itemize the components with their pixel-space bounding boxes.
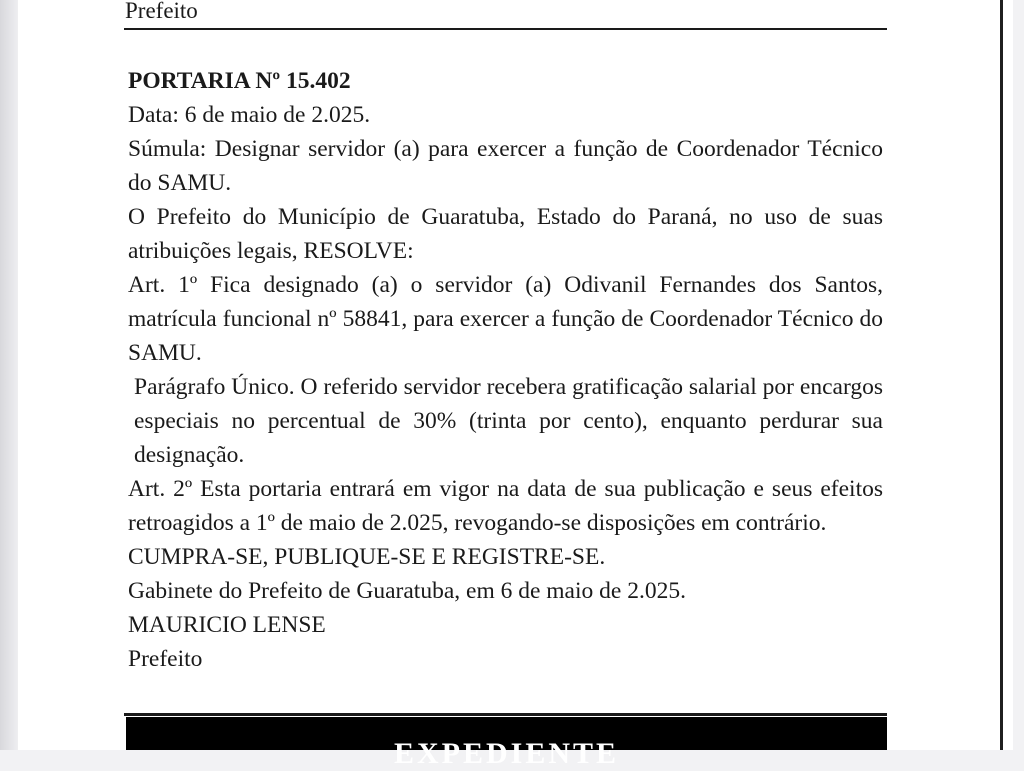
portaria-article-2: Art. 2º Esta portaria entrará em vigor na data de sua publicação e seus efeitos retroagidos a 1º de maio de 2.025, revogando-se disposições em contrário. bbox=[128, 476, 883, 536]
portaria-place-date: Gabinete do Prefeito de Guaratuba, em 6 de maio de 2.025. bbox=[128, 578, 686, 604]
page-border-right bbox=[1000, 0, 1003, 750]
portaria-closing: CUMPRA-SE, PUBLIQUE-SE E REGISTRE-SE. bbox=[128, 544, 606, 570]
top-divider bbox=[124, 28, 887, 30]
bottom-divider bbox=[124, 713, 887, 716]
expediente-heading: EXPEDIENTE bbox=[393, 737, 620, 770]
portaria-paragrafo-unico: Parágrafo Único. O referido servidor recebera gratificação salarial por encargos especiais no percentual de 30% (trinta por cento), enquanto perdurar sua designação. bbox=[134, 374, 883, 468]
portaria-date: Data: 6 de maio de 2.025. bbox=[128, 102, 371, 128]
portaria-preamble: O Prefeito do Município de Guaratuba, Estado do Paraná, no uso de suas atribuições legais, RESOLVE: bbox=[128, 204, 883, 264]
previous-signature-title: Prefeito bbox=[125, 0, 198, 23]
signatory-name: MAURICIO LENSE bbox=[128, 612, 326, 638]
portaria-block bbox=[128, 64, 883, 676]
signatory-title: Prefeito bbox=[128, 646, 203, 672]
portaria-sumula: Súmula: Designar servidor (a) para exercer a função de Coordenador Técnico do SAMU. bbox=[128, 136, 883, 196]
portaria-title: PORTARIA Nº 15.402 bbox=[128, 68, 351, 94]
page-margin-right bbox=[1013, 0, 1024, 750]
expediente-banner bbox=[126, 717, 887, 770]
portaria-article-1: Art. 1º Fica designado (a) o servidor (a) Odivanil Fernandes dos Santos, matrícula funcional nº 58841, para exercer a função de Coordenador Técnico do SAMU. bbox=[128, 272, 883, 366]
page-edge-shadow bbox=[0, 0, 18, 750]
